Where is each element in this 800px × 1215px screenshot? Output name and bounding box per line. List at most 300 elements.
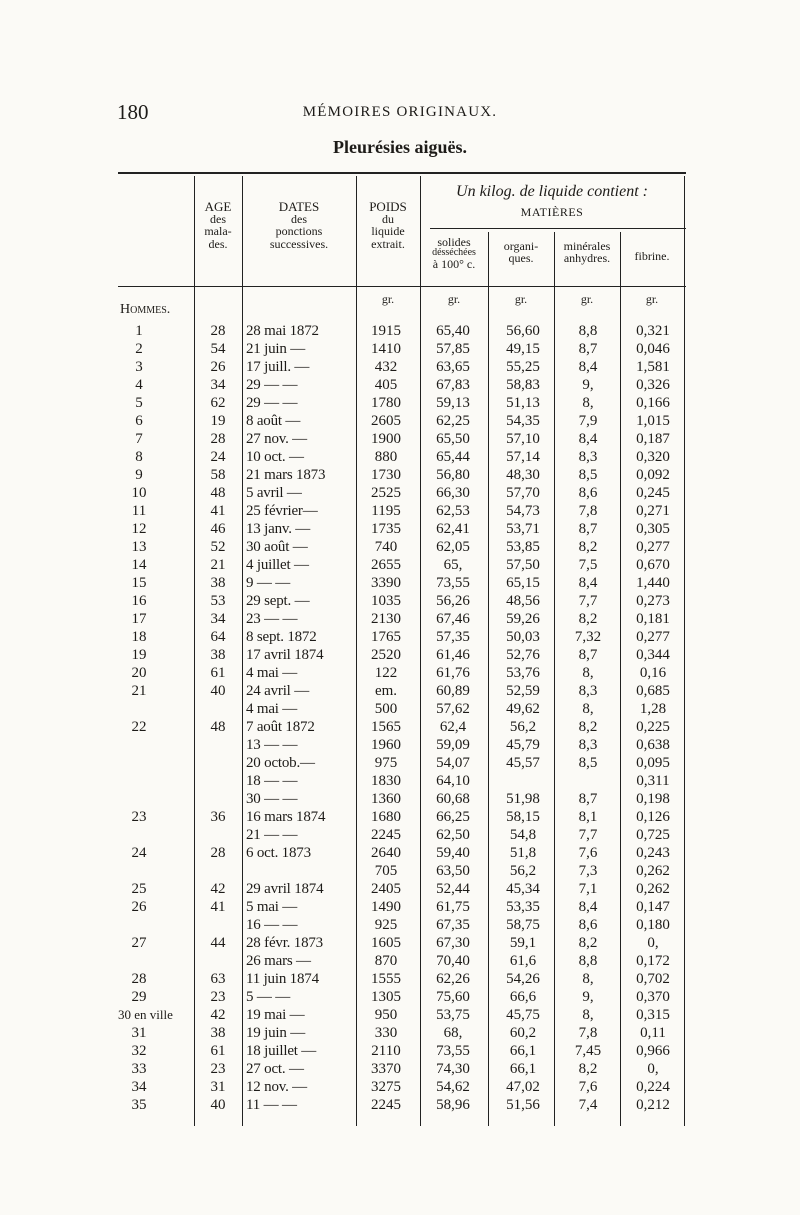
solides-cell: 62,25 [436,413,470,429]
date-cell: 17 avril 1874 [246,647,324,663]
date-cell: 21 juin — [246,341,306,357]
date-cell: 4 mai — [246,665,298,681]
minerales-cell: 8,1 [578,809,598,825]
fibrine-cell: 0, [647,935,659,951]
fibrine-cell: 0,305 [636,521,670,537]
organiques-cell: 58,75 [506,917,540,933]
table-row [118,699,686,719]
minerales-cell: 7,4 [578,1097,598,1113]
organiques-cell: 51,8 [509,845,537,861]
fibrine-cell: 0,702 [636,971,670,987]
header-solides-line-2: désséchées [432,247,476,259]
date-cell: 16 mars 1874 [246,809,326,825]
header-minerales-line-1: minérales [563,239,611,253]
age-cell: 21 [210,557,226,573]
organiques-cell: 57,70 [506,485,540,501]
table-row [118,375,686,395]
header-age-line-3: mala- [204,224,232,239]
unit-minerales: gr. [580,292,594,306]
fibrine-cell: 0,638 [636,737,670,753]
organiques-cell: 53,35 [506,899,540,915]
organiques-cell: 53,71 [506,521,540,537]
row-number: 1 [135,323,143,339]
table-row [118,465,686,485]
minerales-cell: 7,45 [574,1043,602,1059]
table-row [118,573,686,593]
row-number: 13 [131,539,147,555]
minerales-cell: 8,7 [578,791,598,807]
minerales-cell: 8, [582,665,594,681]
fibrine-cell: 1,440 [636,575,670,591]
row-number: 11 [131,503,147,519]
table-row [118,501,686,521]
organiques-cell: 54,73 [506,503,540,519]
solides-cell: 60,89 [436,683,470,699]
table-row [118,627,686,647]
minerales-cell: 8, [582,701,594,717]
poids-cell: 432 [374,359,398,375]
solides-cell: 67,46 [436,611,470,627]
date-cell: 18 juillet — [246,1043,317,1059]
poids-cell: em. [374,683,398,699]
minerales-cell: 7,3 [578,863,598,879]
solides-cell: 67,30 [436,935,470,951]
header-group-title: Un kilog. de liquide contient : [456,183,648,200]
table-row [118,807,686,827]
minerales-cell: 8,7 [578,521,598,537]
header-poids-line-4: extrait. [371,236,405,251]
row-number: 8 [135,449,143,465]
fibrine-cell: 0,092 [636,467,670,483]
solides-cell: 65,50 [436,431,470,447]
table-row [118,1059,686,1079]
row-number: 7 [135,431,143,447]
header-age-line-2: des [210,212,226,227]
age-cell: 62 [210,395,226,411]
table-row [118,447,686,467]
table-row [118,861,686,881]
minerales-cell: 8,6 [578,485,598,501]
row-number: 4 [135,377,143,393]
fibrine-cell: 0,326 [636,377,670,393]
solides-cell: 61,46 [436,647,470,663]
solides-cell: 75,60 [436,989,470,1005]
poids-cell: 2520 [371,647,401,663]
age-cell: 19 [210,413,226,429]
date-cell: 11 — — [246,1097,297,1113]
table-row [118,843,686,863]
age-cell: 23 [210,989,226,1005]
fibrine-cell: 0,320 [636,449,670,465]
minerales-cell: 8,6 [578,917,598,933]
organiques-cell: 53,76 [506,665,540,681]
poids-cell: 2655 [371,557,401,573]
age-cell: 40 [210,1097,226,1113]
table-row [118,771,686,791]
age-cell: 53 [210,593,226,609]
table-row [118,555,686,575]
organiques-cell: 61,6 [509,953,537,969]
poids-cell: 2110 [371,1043,401,1059]
fibrine-cell: 0,670 [636,557,670,573]
row-number: 2 [135,341,143,357]
poids-cell: 3390 [371,575,401,591]
fibrine-cell: 0,262 [636,863,670,879]
fibrine-cell: 0,095 [636,755,670,771]
age-cell: 58 [210,467,226,483]
organiques-cell: 58,83 [506,377,540,393]
fibrine-cell: 0,344 [636,647,670,663]
fibrine-cell: 0,685 [636,683,670,699]
date-cell: 5 mai — [246,899,298,915]
unit-fibrine: gr. [645,292,659,306]
poids-cell: 500 [374,701,398,717]
age-cell: 41 [210,899,226,915]
fibrine-cell: 0,224 [636,1079,670,1095]
poids-cell: 1410 [371,341,401,357]
poids-cell: 1360 [371,791,401,807]
organiques-cell: 45,34 [506,881,540,897]
fibrine-cell: 0,225 [636,719,670,735]
table-row [118,339,686,359]
fibrine-cell: 0,262 [636,881,670,897]
table-row [118,825,686,845]
fibrine-cell: 0,046 [636,341,670,357]
table-row [118,591,686,611]
age-cell: 31 [210,1079,226,1095]
solides-cell: 54,07 [436,755,470,771]
date-cell: 28 févr. 1873 [246,935,323,951]
fibrine-cell: 0,180 [636,917,670,933]
organiques-cell: 65,15 [506,575,540,591]
header-solides-line-3: à 100° c. [432,257,476,272]
date-cell: 24 avril — [246,683,309,699]
minerales-cell: 7,6 [578,845,598,861]
age-cell: 34 [210,377,226,393]
minerales-cell: 7,8 [578,1025,598,1041]
minerales-cell: 8, [582,1007,594,1023]
date-cell: 6 oct. 1873 [246,845,311,861]
header-organiques [488,240,554,264]
solides-cell: 59,13 [436,395,470,411]
solides-cell: 62,41 [436,521,470,537]
organiques-cell: 52,76 [506,647,540,663]
solides-cell: 65, [443,557,463,573]
poids-cell: 2605 [371,413,401,429]
table-row [118,1041,686,1061]
row-number: 26 [131,899,147,915]
poids-cell: 1900 [371,431,401,447]
row-number: 23 [131,809,147,825]
header-matieres: MATIÈRES [520,205,584,219]
date-cell: 13 janv. — [246,521,311,537]
poids-cell: 870 [374,953,398,969]
age-cell: 52 [210,539,226,555]
organiques-cell: 58,15 [506,809,540,825]
header-poids-line-2: du [382,212,394,227]
age-cell: 28 [210,323,226,339]
fibrine-cell: 0,321 [636,323,670,339]
organiques-cell: 45,75 [506,1007,540,1023]
date-cell: 16 — — [246,917,298,933]
unit-solides: gr. [447,292,461,306]
row-number: 21 [131,683,147,699]
age-cell: 38 [210,1025,226,1041]
minerales-cell: 7,6 [578,1079,598,1095]
date-cell: 5 avril — [246,485,302,501]
organiques-cell: 51,98 [506,791,540,807]
table-row [118,1005,686,1025]
organiques-cell: 48,30 [506,467,540,483]
minerales-cell: 8, [582,971,594,987]
table-row [118,663,686,683]
organiques-cell: 52,59 [506,683,540,699]
age-cell: 64 [210,629,226,645]
fibrine-cell: 0,245 [636,485,670,501]
poids-cell: 880 [374,449,398,465]
header-dates [242,200,356,250]
minerales-cell: 8,5 [578,755,598,771]
date-cell: 7 août 1872 [246,719,315,735]
poids-cell: 740 [374,539,398,555]
solides-cell: 65,44 [436,449,470,465]
organiques-cell: 59,1 [509,935,537,951]
solides-cell: 57,85 [436,341,470,357]
age-cell: 63 [210,971,226,987]
fibrine-cell: 0, [647,1061,659,1077]
solides-cell: 56,80 [436,467,470,483]
row-number: 10 [131,485,147,501]
organiques-cell: 59,26 [506,611,540,627]
table-row [118,1023,686,1043]
poids-cell: 1035 [371,593,401,609]
header-organiques-line-1: organi- [503,239,539,253]
table-title: Pleurésies aiguës. [333,137,467,157]
poids-cell: 950 [374,1007,398,1023]
poids-cell: 1735 [371,521,401,537]
poids-cell: 1555 [371,971,401,987]
fibrine-cell: 0,243 [636,845,670,861]
age-cell: 38 [210,647,226,663]
age-cell: 28 [210,845,226,861]
organiques-cell: 57,14 [506,449,540,465]
age-cell: 48 [210,719,226,735]
minerales-cell: 8,3 [578,683,598,699]
minerales-cell: 8,7 [578,341,598,357]
solides-cell: 66,30 [436,485,470,501]
poids-cell: 3275 [371,1079,401,1095]
age-cell: 54 [210,341,226,357]
solides-cell: 57,35 [436,629,470,645]
organiques-cell: 56,2 [509,863,537,879]
age-cell: 24 [210,449,226,465]
header-dates-line-1: DATES [278,199,320,214]
organiques-cell: 53,85 [506,539,540,555]
running-title: MÉMOIRES ORIGINAUX. [302,104,498,120]
row-number: 24 [131,845,147,861]
organiques-cell: 54,26 [506,971,540,987]
header-dates-line-2: des [291,212,307,227]
date-cell: 20 octob.— [246,755,315,771]
table-row [118,483,686,503]
date-cell: 19 mai — [246,1007,305,1023]
solides-cell: 62,50 [436,827,470,843]
poids-cell: 925 [374,917,398,933]
age-cell: 23 [210,1061,226,1077]
age-cell: 34 [210,611,226,627]
solides-cell: 73,55 [436,1043,470,1059]
poids-cell: 1830 [371,773,401,789]
minerales-cell: 8,4 [578,359,598,375]
solides-cell: 62,05 [436,539,470,555]
fibrine-cell: 0,311 [636,773,670,789]
date-cell: 27 oct. — [246,1061,304,1077]
unit-organiques: gr. [514,292,528,306]
solides-cell: 57,62 [436,701,470,717]
minerales-cell: 8,2 [578,539,598,555]
fibrine-cell: 0,181 [636,611,670,627]
unit-poids: gr. [381,292,395,306]
row-number: 12 [131,521,147,537]
organiques-cell: 57,50 [506,557,540,573]
age-cell: 26 [210,359,226,375]
minerales-cell: 7,5 [578,557,598,573]
solides-cell: 59,40 [436,845,470,861]
header-age [194,200,242,250]
organiques-cell: 49,62 [506,701,540,717]
table-row [118,411,686,431]
age-cell: 42 [210,881,226,897]
fibrine-cell: 0,166 [636,395,670,411]
table-row [118,951,686,971]
table-row [118,681,686,701]
poids-cell: 1915 [371,323,401,339]
table-row [118,897,686,917]
age-cell: 61 [210,665,226,681]
minerales-cell: 9, [582,377,594,393]
age-cell: 40 [210,683,226,699]
fibrine-cell: 0,212 [636,1097,670,1113]
date-cell: 29 sept. — [246,593,310,609]
minerales-cell: 8,5 [578,467,598,483]
minerales-cell: 8,3 [578,449,598,465]
age-cell: 46 [210,521,226,537]
date-cell: 21 — — [246,827,298,843]
table-row [118,645,686,665]
date-cell: 17 juill. — [246,359,310,375]
solides-cell: 64,10 [436,773,470,789]
table-row [118,393,686,413]
date-cell: 27 nov. — [246,431,307,447]
organiques-cell: 54,8 [509,827,537,843]
poids-cell: 1765 [371,629,401,645]
table-row [118,519,686,539]
poids-cell: 705 [374,863,398,879]
row-number: 35 [131,1097,147,1113]
solides-cell: 73,55 [436,575,470,591]
minerales-cell: 8,4 [578,899,598,915]
header-solides [420,236,488,271]
solides-cell: 59,09 [436,737,470,753]
date-cell: 29 avril 1874 [246,881,324,897]
header-poids [356,200,420,250]
organiques-cell: 66,1 [509,1061,537,1077]
organiques-cell: 48,56 [506,593,540,609]
row-number: 30 en ville [118,1007,173,1022]
header-poids-line-3: liquide [371,224,405,239]
fibrine-cell: 0,198 [636,791,670,807]
organiques-cell: 51,56 [506,1097,540,1113]
table-row [118,969,686,989]
minerales-cell: 8,7 [578,647,598,663]
poids-cell: 1680 [371,809,401,825]
table-row [118,717,686,737]
poids-cell: 2525 [371,485,401,501]
table-row [118,735,686,755]
age-cell: 61 [210,1043,226,1059]
solides-cell: 63,50 [436,863,470,879]
date-cell: 30 août — [246,539,308,555]
poids-cell: 122 [374,665,398,681]
minerales-cell: 8,2 [578,1061,598,1077]
row-number: 27 [131,935,147,951]
row-number: 22 [131,719,147,735]
header-age-line-4: des. [208,236,228,251]
table-row [118,933,686,953]
age-cell: 36 [210,809,226,825]
date-cell: 13 — — [246,737,298,753]
poids-cell: 1305 [371,989,401,1005]
fibrine-cell: 0,370 [636,989,670,1005]
poids-cell: 2640 [371,845,401,861]
row-number: 19 [131,647,147,663]
table-row [118,789,686,809]
minerales-cell: 7,9 [578,413,598,429]
age-cell: 42 [210,1007,226,1023]
table-row [118,1077,686,1097]
organiques-cell: 51,13 [506,395,540,411]
table-row [118,321,686,341]
solides-cell: 65,40 [436,323,470,339]
section-label: Hommes. [120,302,171,317]
date-cell: 11 juin 1874 [246,971,319,987]
rule-header-bottom [118,286,686,287]
header-age-line-1: AGE [204,199,232,214]
minerales-cell: 7,7 [578,827,598,843]
solides-cell: 63,65 [436,359,470,375]
minerales-cell: 7,8 [578,503,598,519]
minerales-cell: 8,2 [578,611,598,627]
row-number: 25 [131,881,147,897]
minerales-cell: 8,4 [578,431,598,447]
poids-cell: 1490 [371,899,401,915]
solides-cell: 70,40 [436,953,470,969]
organiques-cell: 60,2 [509,1025,537,1041]
poids-cell: 3370 [371,1061,401,1077]
solides-cell: 74,30 [436,1061,470,1077]
table-row [118,915,686,935]
fibrine-cell: 0,966 [636,1043,670,1059]
minerales-cell: 8,4 [578,575,598,591]
header-dates-line-4: successives. [269,236,329,251]
poids-cell: 1780 [371,395,401,411]
date-cell: 5 — — [246,989,291,1005]
row-number: 17 [131,611,147,627]
row-number: 6 [135,413,143,429]
solides-cell: 58,96 [436,1097,470,1113]
organiques-cell: 45,79 [506,737,540,753]
date-cell: 4 juillet — [246,557,309,573]
